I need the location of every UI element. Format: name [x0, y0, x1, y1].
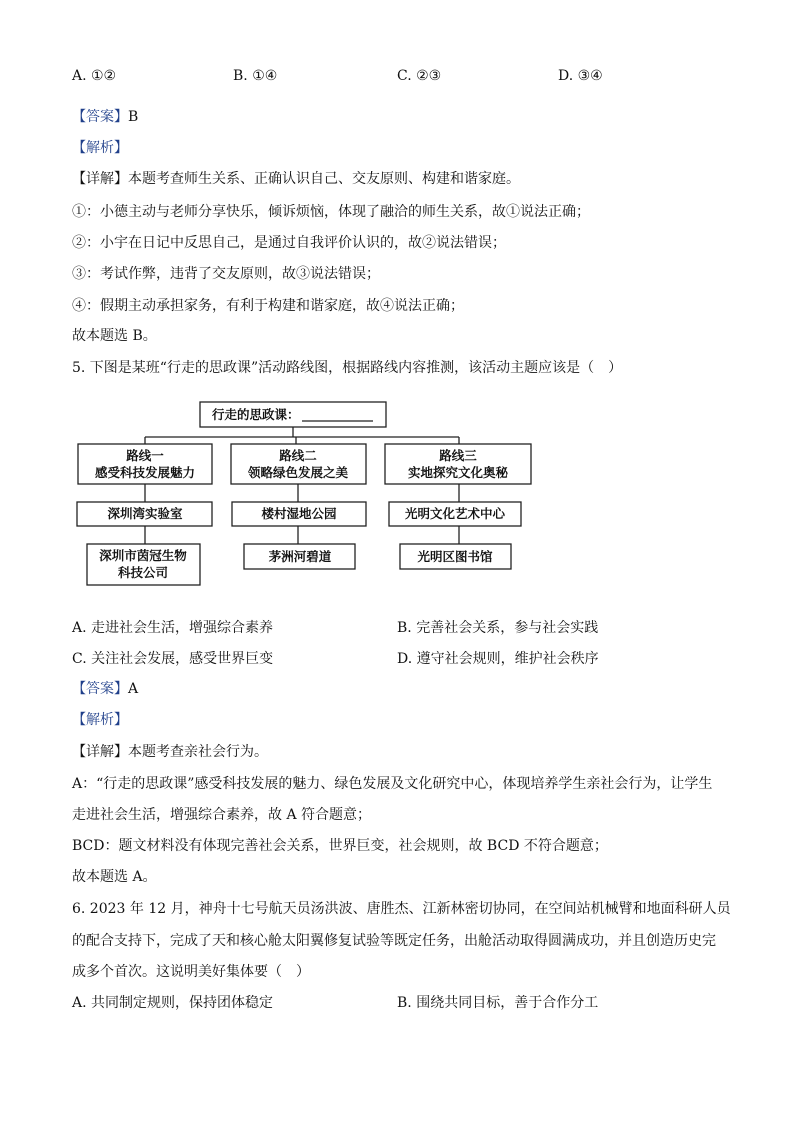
q6-option-b: B. 围绕共同目标，善于合作分工	[397, 995, 599, 1011]
answer-label: 【答案】	[72, 681, 128, 697]
q4-conclusion: 故本题选 B。	[72, 328, 157, 344]
route2-title: 路线二	[279, 448, 317, 463]
q5-line-3: BCD：题文材料没有体现完善社会关系，世界巨变，社会规则，故 BCD 不符合题意；	[72, 838, 608, 854]
q6-line-2: 的配合支持下，完成了天和核心舱太阳翼修复试验等既定任务，出舱活动取得圆满成功，并且创造历史完	[72, 933, 716, 949]
route3-stop2: 光明区图书馆	[417, 549, 493, 564]
route2-stop2: 茅洲河碧道	[268, 549, 332, 564]
q4-point-4: ④：假期主动承担家务，有利于构建和谐家庭，故④说法正确；	[72, 298, 464, 314]
q4-point-3: ③：考试作弊，违背了交友原则，故③说法错误；	[72, 266, 380, 282]
answer-value: A	[128, 681, 139, 697]
q4-option-b: B. ①④	[233, 68, 278, 84]
q5-detail	[72, 742, 268, 762]
q6-option-a: A. 共同制定规则，保持团体稳定	[72, 995, 274, 1011]
detail-label: 【详解】	[72, 171, 128, 187]
q4-point-1: ①：小德主动与老师分享快乐，倾诉烦恼，体现了融洽的师生关系，故①说法正确；	[72, 204, 590, 220]
route1-subtitle: 感受科技发展魅力	[94, 465, 196, 480]
q5-line-1: A：“行走的思政课”感受科技发展的魅力、绿色发展及文化研究中心，体现培养学生亲社会行为，让学生	[72, 776, 713, 792]
q5-option-d: D. 遵守社会规则，维护社会秩序	[397, 651, 599, 667]
route1-title: 路线一	[126, 448, 164, 463]
diagram-top-label: 行走的思政课：	[212, 407, 300, 422]
q5-option-a: A. 走进社会生活，增强综合素养	[72, 620, 274, 636]
route3-stop1: 光明文化艺术中心	[404, 506, 506, 521]
q5-analysis-label: 【解析】	[72, 712, 128, 728]
detail-text: 本题考查师生关系、正确认识自己、交友原则、构建和谐家庭。	[128, 171, 520, 187]
q4-point-2: ②：小宇在日记中反思自己，是通过自我评价认识的，故②说法错误；	[72, 235, 506, 251]
route3-title: 路线三	[439, 448, 477, 463]
q4-option-d: D. ③④	[558, 68, 603, 84]
q5-option-b: B. 完善社会关系，参与社会实践	[397, 620, 599, 636]
q5-line-4: 故本题选 A。	[72, 869, 157, 885]
q5-stem: 5. 下图是某班“行走的思政课”活动路线图，根据路线内容推测，该活动主题应该是（ ）	[72, 360, 623, 376]
q5-option-c: C. 关注社会发展，感受世界巨变	[72, 651, 274, 667]
detail-text: 本题考查亲社会行为。	[128, 744, 268, 760]
detail-label: 【详解】	[72, 744, 128, 760]
q5-line-2: 走进社会生活，增强综合素养，故 A 符合题意；	[72, 807, 372, 823]
route1-stop1: 深圳湾实验室	[107, 506, 183, 521]
route1-stop2-line2: 科技公司	[117, 565, 169, 580]
route3-subtitle: 实地探究文化奥秘	[407, 465, 509, 480]
route2-subtitle: 领略绿色发展之美	[247, 465, 349, 480]
q4-analysis-label: 【解析】	[72, 140, 128, 156]
answer-label: 【答案】	[72, 109, 128, 125]
q4-option-c: C. ②③	[397, 68, 442, 84]
q6-line-3: 成多个首次。这说明美好集体要（ ）	[72, 964, 310, 980]
q5-answer	[72, 679, 138, 699]
q4-option-a: A. ①②	[72, 68, 117, 84]
route1-stop2-line1: 深圳市茵冠生物	[99, 548, 187, 563]
answer-value: B	[128, 109, 139, 125]
route2-stop1: 楼村湿地公园	[261, 506, 337, 521]
q6-line-1: 6. 2023 年 12 月，神舟十七号航天员汤洪波、唐胜杰、江新林密切协同，在空间站机械臂和地面科研人员	[72, 901, 731, 917]
